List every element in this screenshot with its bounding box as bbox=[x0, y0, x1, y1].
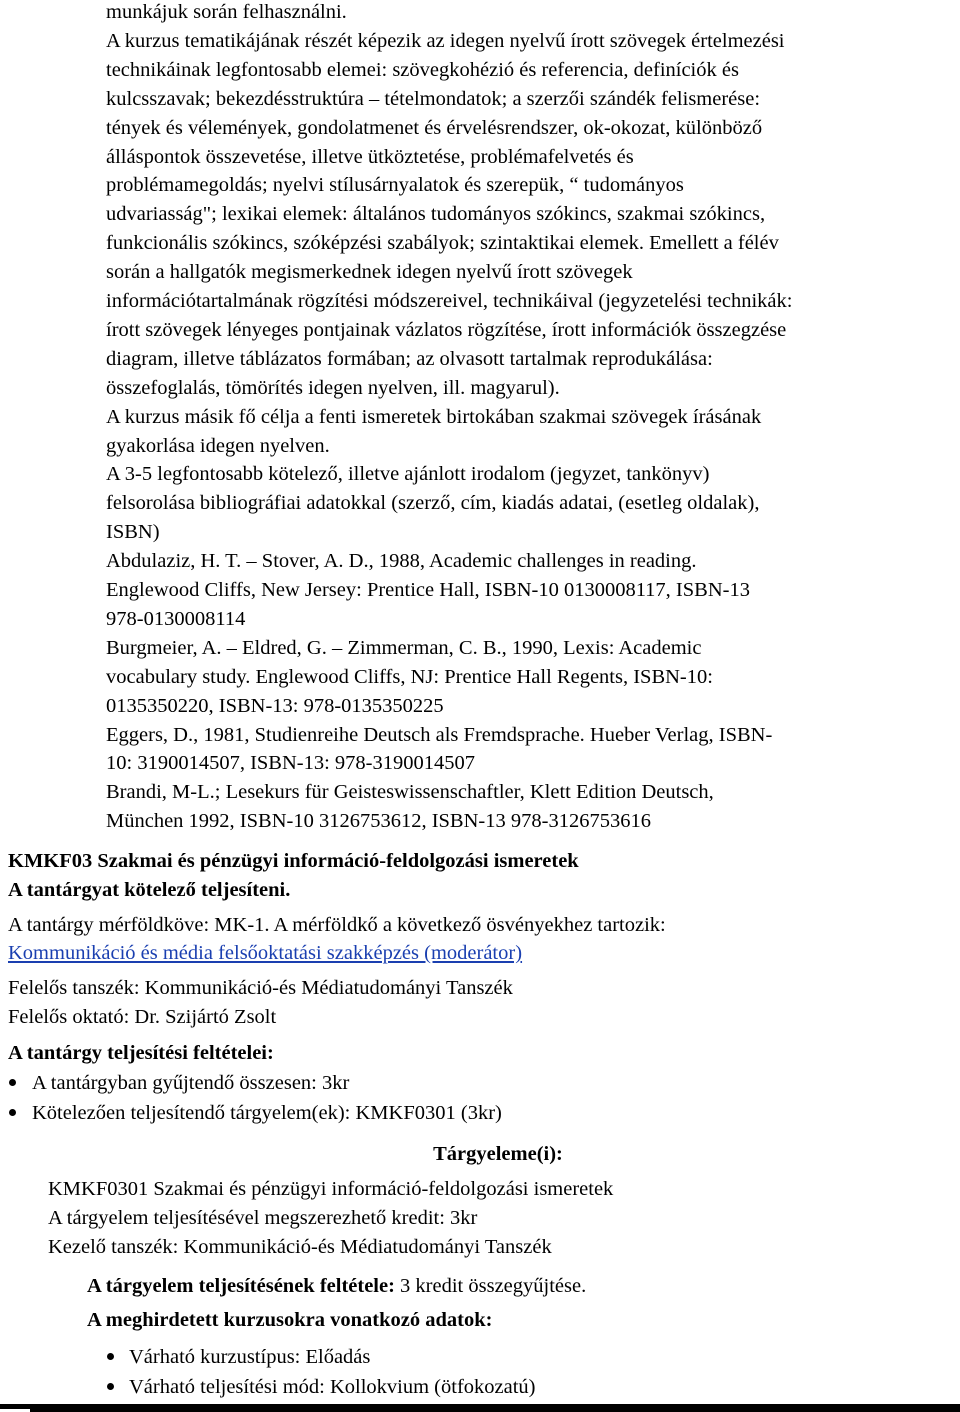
course-item: Várható kurzustípus: Előadás bbox=[129, 1346, 371, 1368]
bullet-icon bbox=[107, 1383, 114, 1390]
text-line: kulcsszavak; bekezdésstruktúra – tételmondatok; a szerzői szándék felismerése: bbox=[106, 87, 761, 110]
requirement-item: A tantárgyban gyűjtendő összesen: 3kr bbox=[32, 1072, 350, 1094]
bullet-icon bbox=[9, 1109, 16, 1116]
path-link[interactable]: Kommunikáció és média felsőoktatási szakképzés (moderátor) bbox=[8, 942, 523, 964]
course-title: KMKF03 Szakmai és pénzügyi információ-feldolgozási ismeretek bbox=[8, 850, 579, 872]
text-line: 978-0130008114 bbox=[106, 607, 246, 630]
text-line: 10: 3190014507, ISBN-13: 978-3190014507 bbox=[106, 752, 475, 775]
bullet-icon bbox=[107, 1353, 114, 1360]
text-line: Englewood Cliffs, New Jersey: Prentice Hall, ISBN-10 0130008117, ISBN-13 bbox=[106, 579, 750, 601]
responsible-department: Felelős tanszék: Kommunikáció-és Médiatudományi Tanszék bbox=[8, 977, 513, 999]
elements-heading: Tárgyeleme(i): bbox=[433, 1143, 563, 1165]
requirement-item: Kötelezően teljesítendő tárgyelem(ek): KMKF0301 (3kr) bbox=[32, 1102, 502, 1124]
text-line: diagram, illetve táblázatos formában; az olvasott tartalmak reprodukálása: bbox=[106, 347, 713, 370]
text-line: technikáinak legfontosabb elemei: szövegkohézió és referencia, definíciók és bbox=[106, 58, 739, 81]
text-line: funkcionális szókincs, szóképzési szabályok; szintaktikai elemek. Emellett a félév bbox=[106, 232, 779, 255]
text-line: Abdulaziz, H. T. – Stover, A. D., 1988, Academic challenges in reading. bbox=[106, 550, 697, 573]
text-line: tények és vélemények, gondolatmenet és érvelésrendszer, ok-okozat, különböző bbox=[106, 116, 763, 139]
text-line: írott szövegek lényeges pontjainak vázlatos rögzítése, írott információk összegzése bbox=[106, 318, 787, 341]
text-line: A kurzus másik fő célja a fenti ismeretek birtokában szakmai szövegek írásának bbox=[106, 405, 762, 428]
text-line: munkájuk során felhasználni. bbox=[106, 1, 347, 23]
text-line: udvariasság"; lexikai elemek: általános tudományos szókincs, szakmai szókincs, bbox=[106, 203, 766, 226]
text-line: során a hallgatók megismerkednek idegen nyelvű írott szövegek bbox=[106, 261, 633, 284]
element-condition bbox=[87, 1274, 586, 1298]
text-line: 0135350220, ISBN-13: 978-0135350225 bbox=[106, 694, 444, 717]
requirements-heading: A tantárgy teljesítési feltételei: bbox=[8, 1042, 274, 1064]
text-line: München 1992, ISBN-10 3126753612, ISBN-13 978-3126753616 bbox=[106, 810, 651, 833]
responsible-instructor: Felelős oktató: Dr. Szijártó Zsolt bbox=[8, 1006, 277, 1028]
text-line: A kurzus tematikájának részét képezik az idegen nyelvű írott szövegek értelmezési bbox=[106, 29, 785, 52]
text-line: álláspontok összevetése, illetve ütköztetése, problémafelvetés és bbox=[106, 145, 634, 168]
condition-value: 3 kredit összegyűjtése. bbox=[394, 1275, 587, 1297]
text-line: Brandi, M-L.; Lesekurs für Geisteswissenschaftler, Klett Edition Deutsch, bbox=[106, 781, 714, 804]
course-item: Várható teljesítési mód: Kollokvium (ötfokozatú) bbox=[129, 1376, 536, 1398]
condition-label: A tárgyelem teljesítésének feltétele: bbox=[87, 1275, 395, 1297]
text-line: Eggers, D., 1981, Studienreihe Deutsch als Fremdsprache. Hueber Verlag, ISBN- bbox=[106, 723, 773, 746]
element-department: Kezelő tanszék: Kommunikáció-és Médiatudományi Tanszék bbox=[48, 1236, 552, 1258]
courses-heading: A meghirdetett kurzusokra vonatkozó adatok: bbox=[87, 1309, 493, 1331]
text-line: összefoglalás, tömörítés idegen nyelven, ill. magyarul). bbox=[106, 376, 560, 399]
bullet-icon bbox=[9, 1079, 16, 1086]
text-line: problémamegoldás; nyelvi stílusárnyalatok és szerepük, “ tudományos bbox=[106, 174, 684, 197]
element-name: KMKF0301 Szakmai és pénzügyi információ-feldolgozási ismeretek bbox=[48, 1178, 614, 1200]
text-line: Burgmeier, A. – Eldred, G. – Zimmerman, C. B., 1990, Lexis: Academic bbox=[106, 636, 702, 659]
text-line: információtartalmának rögzítési módszereivel, technikáival (jegyzetelési technikák: bbox=[106, 290, 793, 312]
mandatory-note: A tantárgyat kötelező teljesíteni. bbox=[8, 879, 291, 901]
text-line: vocabulary study. Englewood Cliffs, NJ: Prentice Hall Regents, ISBN-10: bbox=[106, 665, 713, 688]
text-line: A 3-5 legfontosabb kötelező, illetve ajánlott irodalom (jegyzet, tankönyv) bbox=[106, 463, 710, 486]
text-line: gyakorlása idegen nyelven. bbox=[106, 434, 330, 457]
element-credit: A tárgyelem teljesítésével megszerezhető kredit: 3kr bbox=[48, 1207, 478, 1229]
text-line: felsorolása bibliográfiai adatokkal (szerző, cím, kiadás adatai, (esetleg oldalak), bbox=[106, 492, 760, 515]
text-line: ISBN) bbox=[106, 521, 160, 544]
milestone-text: A tantárgy mérföldköve: MK-1. A mérföldkő a következő ösvényekhez tartozik: bbox=[8, 914, 666, 936]
